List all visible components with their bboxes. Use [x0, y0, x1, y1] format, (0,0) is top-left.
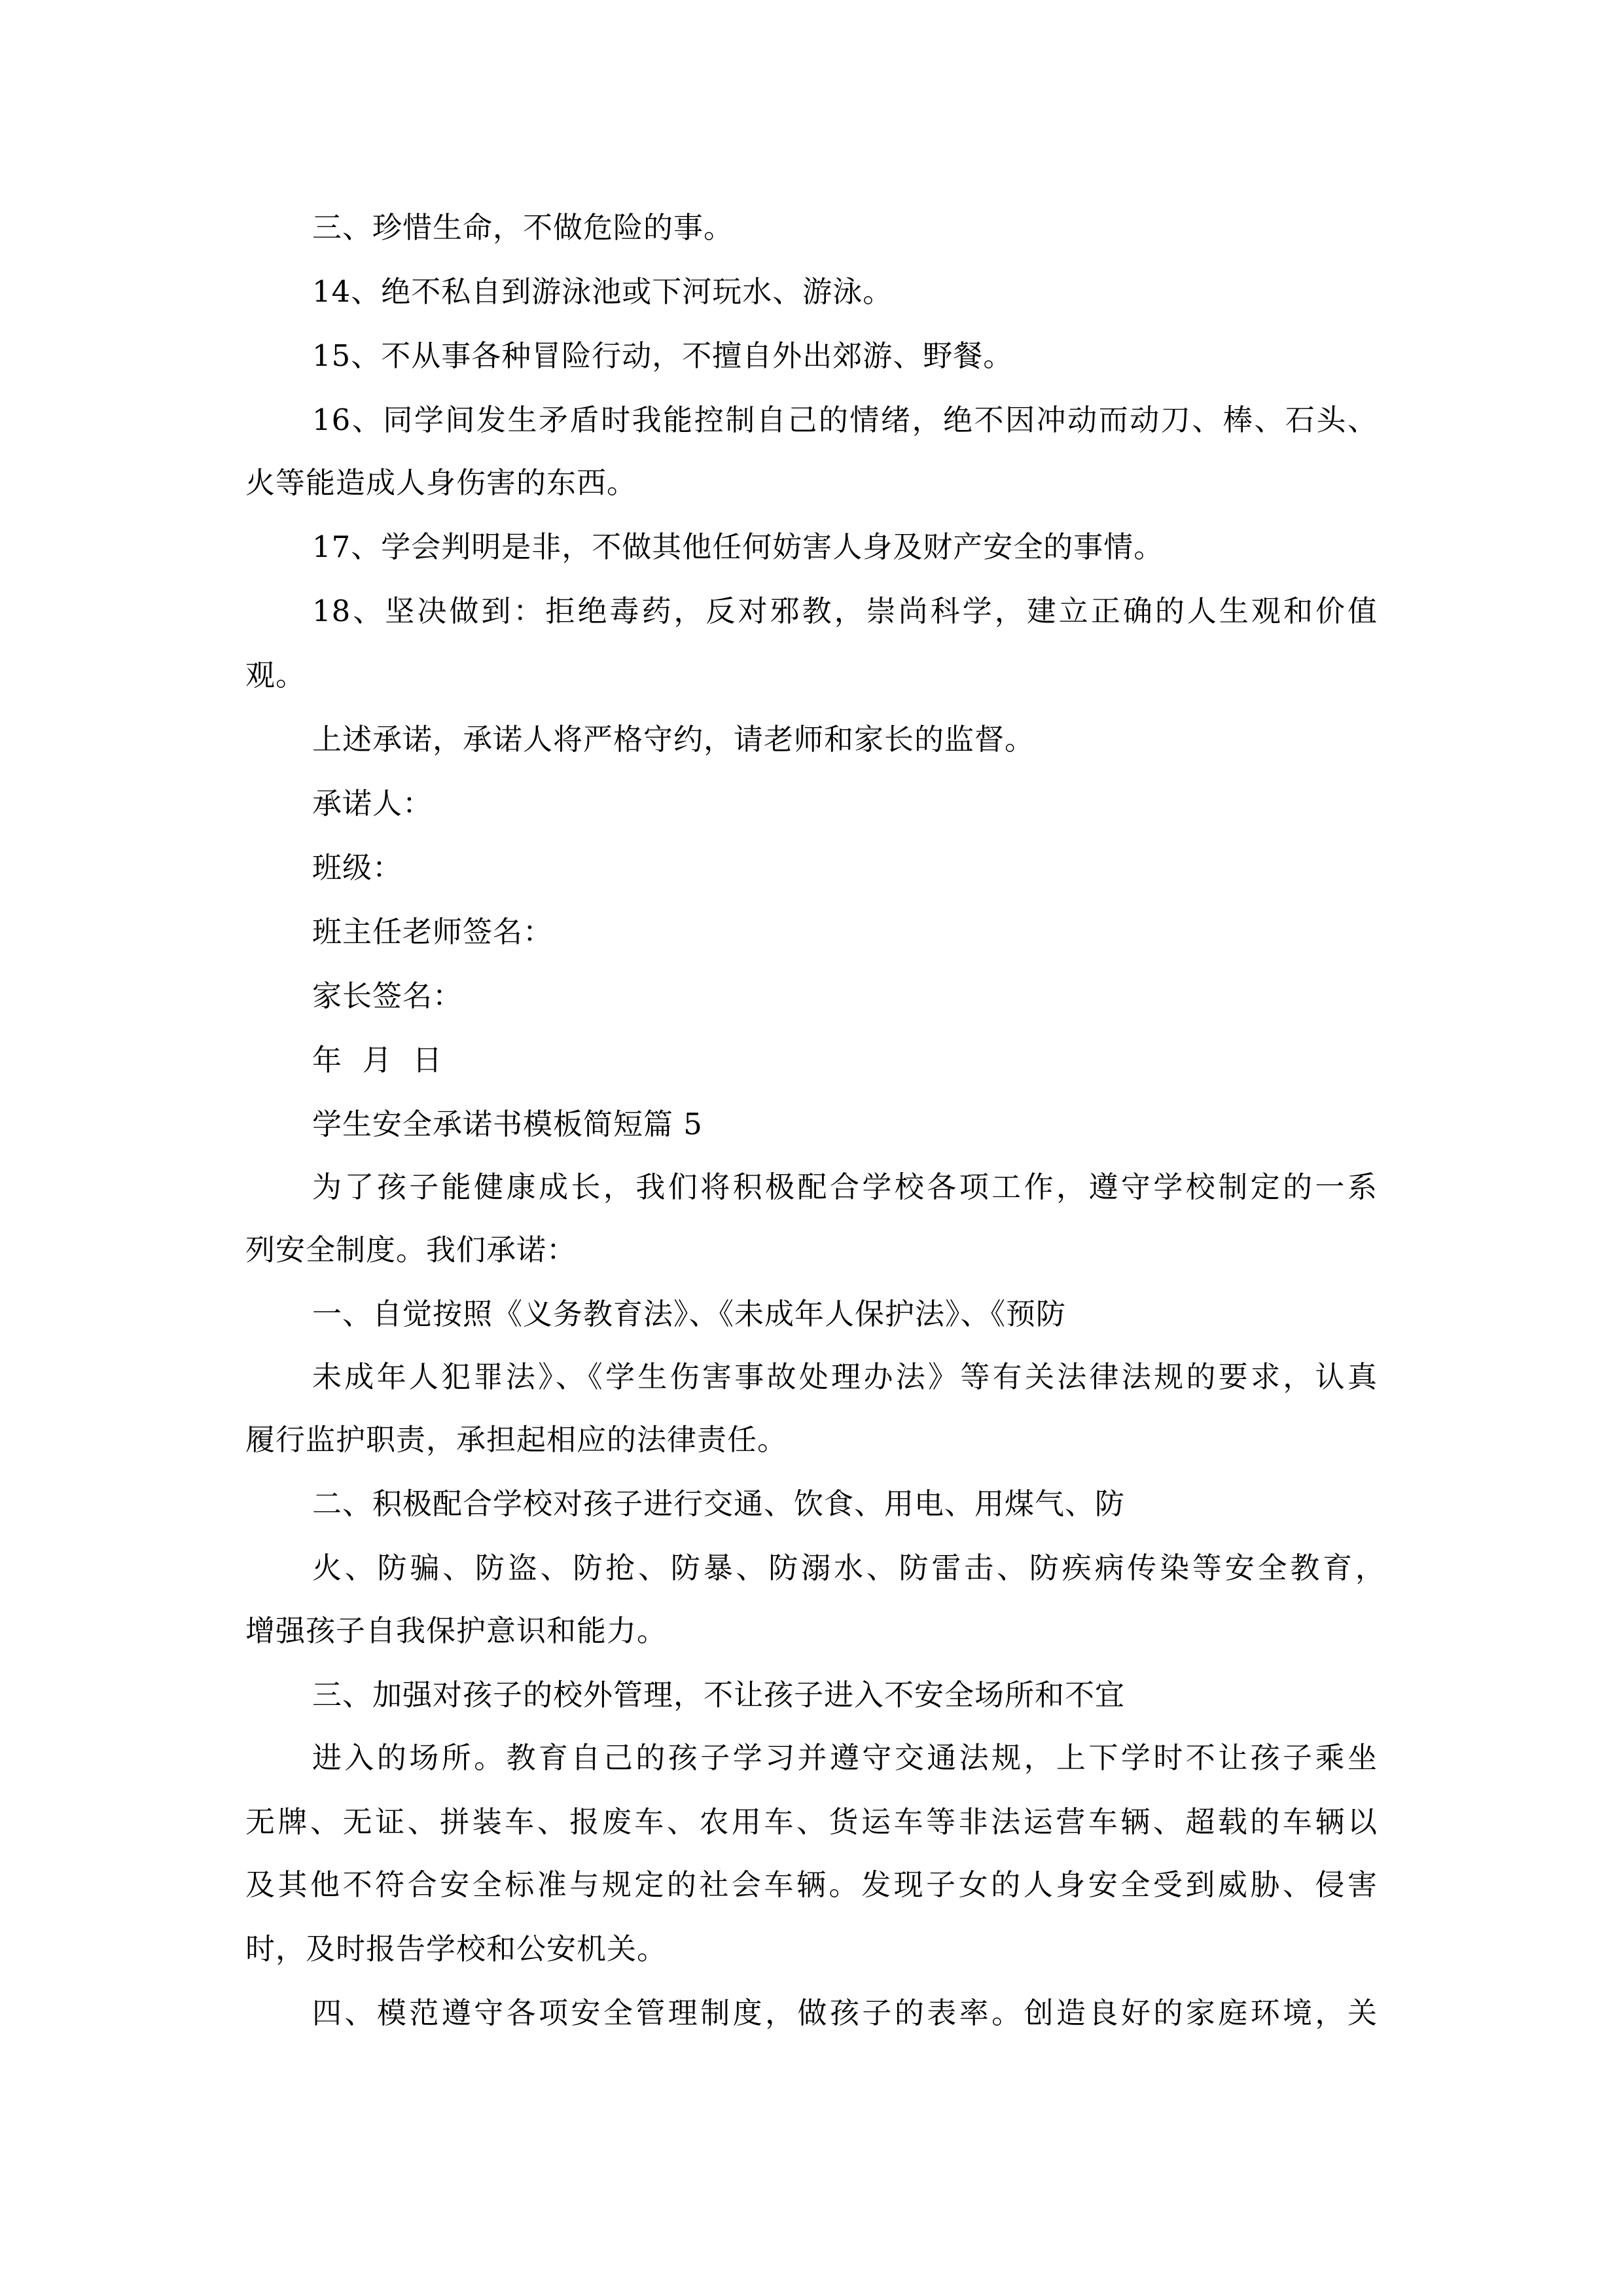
text-line-12: 班主任老师签名： — [312, 914, 554, 949]
text-line-8: 观。 — [245, 658, 306, 692]
text-line-3: 15、不从事各种冒险行动，不擅自外出郊游、野餐。 — [312, 338, 1014, 373]
text-line-2: 14、绝不私自到游泳池或下河玩水、游泳。 — [312, 274, 893, 309]
text-line-20: 履行监护职责，承担起相应的法律责任。 — [245, 1422, 788, 1457]
text-line-14: 年 月 日 — [312, 1043, 443, 1077]
text-line-18: 一、自觉按照《义务教育法》、《未成年人保护法》、《预防 — [312, 1297, 1067, 1331]
text-line-17: 列安全制度。我们承诺： — [245, 1232, 577, 1267]
text-line-9: 上述承诺，承诺人将严格守约，请老师和家长的监督。 — [312, 722, 1035, 757]
text-line-1: 三、珍惜生命，不做危险的事。 — [312, 210, 734, 245]
text-line-4: 16、同学间发生矛盾时我能控制自己的情绪，绝不因冲动而动刀、棒、石头、 — [312, 403, 1378, 437]
text-line-27: 及其他不符合安全标准与规定的社会车辆。发现子女的人身安全受到威胁、侵害 — [245, 1867, 1378, 1902]
text-line-7: 18、坚决做到：拒绝毒药，反对邪教，崇尚科学，建立正确的人生观和价值 — [312, 594, 1378, 628]
text-line-15: 学生安全承诺书模板简短篇 5 — [312, 1107, 703, 1141]
text-line-6: 17、学会判明是非，不做其他任何妨害人身及财产安全的事情。 — [312, 529, 1164, 564]
text-line-23: 增强孩子自我保护意识和能力。 — [245, 1613, 668, 1648]
text-line-22: 火、防骗、防盗、防抢、防暴、防溺水、防雷击、防疾病传染等安全教育， — [312, 1551, 1385, 1585]
text-line-10: 承诺人： — [312, 786, 433, 821]
text-line-25: 进入的场所。教育自己的孩子学习并遵守交通法规，上下学时不让孩子乘坐 — [312, 1740, 1378, 1775]
text-line-29: 四、模范遵守各项安全管理制度，做孩子的表率。创造良好的家庭环境，关 — [312, 1996, 1378, 2030]
text-line-26: 无牌、无证、拼装车、报废车、农用车、货运车等非法运营车辆、超载的车辆以 — [245, 1804, 1378, 1839]
text-line-16: 为了孩子能健康成长，我们将积极配合学校各项工作，遵守学校制定的一系 — [312, 1170, 1378, 1204]
text-line-21: 二、积极配合学校对孩子进行交通、饮食、用电、用煤气、防 — [312, 1486, 1126, 1521]
text-line-19: 未成年人犯罪法》、《学生伤害事故处理办法》等有关法律法规的要求，认真 — [312, 1359, 1378, 1394]
text-line-24: 三、加强对孩子的校外管理，不让孩子进入不安全场所和不宜 — [312, 1677, 1126, 1712]
text-line-5: 火等能造成人身伤害的东西。 — [245, 465, 637, 500]
text-line-13: 家长签名： — [312, 978, 463, 1013]
text-line-28: 时，及时报告学校和公安机关。 — [245, 1931, 668, 1966]
text-line-11: 班级： — [312, 850, 403, 885]
